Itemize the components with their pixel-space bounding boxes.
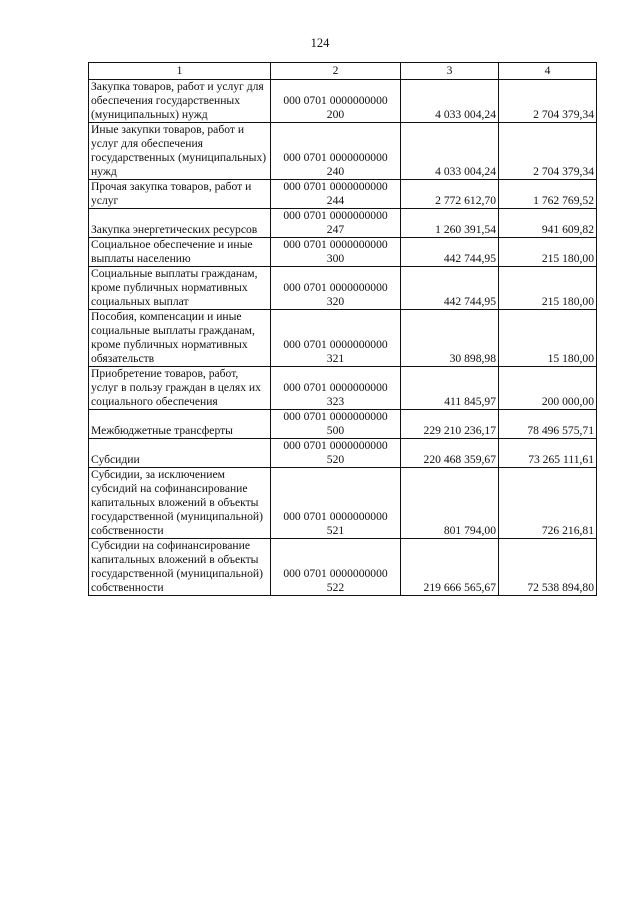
row-value-col3: 442 744,95: [401, 267, 499, 310]
table-row: [89, 468, 597, 539]
code-primary: 000 0701 0000000000: [283, 281, 388, 294]
code-primary: 000 0701 0000000000: [283, 338, 388, 351]
code-primary: 000 0701 0000000000: [283, 567, 388, 580]
code-primary: 000 0701 0000000000: [283, 94, 388, 107]
row-name: Социальные выплаты гражданам, кроме публичных нормативных социальных выплат: [89, 267, 271, 310]
code-type: 244: [326, 194, 345, 207]
code-primary: 000 0701 0000000000: [283, 381, 388, 394]
code-type: 247: [326, 223, 345, 236]
row-code: [271, 180, 401, 209]
row-value-col4: 2 704 379,34: [499, 123, 597, 180]
code-primary: 000 0701 0000000000: [283, 238, 388, 251]
row-code: [271, 209, 401, 238]
page-number: 124: [310, 36, 330, 50]
row-code: [271, 367, 401, 410]
code-type: 300: [326, 252, 345, 265]
code-type: 240: [326, 165, 345, 178]
row-value-col4: 726 216,81: [499, 468, 597, 539]
table-row: [89, 439, 597, 468]
row-value-col3: 442 744,95: [401, 238, 499, 267]
row-name: Субсидии на софинансирование капитальных вложений в объекты государственной (муниципальной) собственности: [89, 539, 271, 596]
table-row: [89, 180, 597, 209]
row-name: Прочая закупка товаров, работ и услуг: [89, 180, 271, 209]
code-type: 520: [326, 453, 345, 466]
code-type: 323: [326, 395, 345, 408]
row-value-col4: 941 609,82: [499, 209, 597, 238]
row-value-col4: 200 000,00: [499, 367, 597, 410]
row-name: Социальное обеспечение и иные выплаты населению: [89, 238, 271, 267]
row-value-col4: 1 762 769,52: [499, 180, 597, 209]
row-name: Приобретение товаров, работ, услуг в пользу граждан в целях их социального обеспечения: [89, 367, 271, 410]
table-row: [89, 80, 597, 123]
row-code: [271, 123, 401, 180]
table-row: [89, 238, 597, 267]
code-primary: 000 0701 0000000000: [283, 180, 388, 193]
row-value-col4: 72 538 894,80: [499, 539, 597, 596]
row-value-col4: 215 180,00: [499, 238, 597, 267]
code-type: 200: [326, 108, 345, 121]
budget-table: [88, 62, 597, 596]
row-code: [271, 80, 401, 123]
row-value-col4: 2 704 379,34: [499, 80, 597, 123]
row-value-col3: 801 794,00: [401, 468, 499, 539]
row-name: Субсидии: [89, 439, 271, 468]
row-name: Субсидии, за исключением субсидий на софинансирование капитальных вложений в объекты государственной (муниципальной) собственности: [89, 468, 271, 539]
header-col-4: 4: [499, 63, 597, 80]
code-type: 500: [326, 424, 345, 437]
row-value-col3: 30 898,98: [401, 310, 499, 367]
row-value-col3: 229 210 236,17: [401, 410, 499, 439]
row-value-col4: 78 496 575,71: [499, 410, 597, 439]
table-row: [89, 123, 597, 180]
row-code: [271, 267, 401, 310]
row-code: [271, 410, 401, 439]
code-type: 320: [326, 295, 345, 308]
row-name: Закупка энергетических ресурсов: [89, 209, 271, 238]
row-code: [271, 539, 401, 596]
row-value-col3: 2 772 612,70: [401, 180, 499, 209]
row-value-col3: 4 033 004,24: [401, 80, 499, 123]
header-col-3: 3: [401, 63, 499, 80]
code-primary: 000 0701 0000000000: [283, 209, 388, 222]
row-code: [271, 439, 401, 468]
table-body: [89, 80, 597, 596]
code-type: 321: [326, 352, 345, 365]
row-name: Иные закупки товаров, работ и услуг для обеспечения государственных (муниципальных) нужд: [89, 123, 271, 180]
table-row: [89, 310, 597, 367]
table-row: [89, 267, 597, 310]
table-row: [89, 367, 597, 410]
row-value-col4: 73 265 111,61: [499, 439, 597, 468]
row-code: [271, 310, 401, 367]
row-value-col3: 220 468 359,67: [401, 439, 499, 468]
row-value-col3: 4 033 004,24: [401, 123, 499, 180]
row-value-col4: 215 180,00: [499, 267, 597, 310]
code-primary: 000 0701 0000000000: [283, 151, 388, 164]
row-name: Пособия, компенсации и иные социальные выплаты гражданам, кроме публичных нормативных обязательств: [89, 310, 271, 367]
row-code: [271, 238, 401, 267]
row-code: [271, 468, 401, 539]
header-col-2: 2: [271, 63, 401, 80]
header-col-1: 1: [89, 63, 271, 80]
table-row: [89, 410, 597, 439]
row-value-col3: 219 666 565,67: [401, 539, 499, 596]
table-row: [89, 209, 597, 238]
code-primary: 000 0701 0000000000: [283, 439, 388, 452]
code-type: 522: [326, 581, 345, 594]
code-primary: 000 0701 0000000000: [283, 510, 388, 523]
row-value-col3: 1 260 391,54: [401, 209, 499, 238]
table-row: [89, 539, 597, 596]
code-primary: 000 0701 0000000000: [283, 410, 388, 423]
row-value-col4: 15 180,00: [499, 310, 597, 367]
row-value-col3: 411 845,97: [401, 367, 499, 410]
code-type: 521: [326, 524, 345, 537]
row-name: Закупка товаров, работ и услуг для обеспечения государственных (муниципальных) нужд: [89, 80, 271, 123]
row-name: Межбюджетные трансферты: [89, 410, 271, 439]
table-header-row: [89, 63, 597, 80]
